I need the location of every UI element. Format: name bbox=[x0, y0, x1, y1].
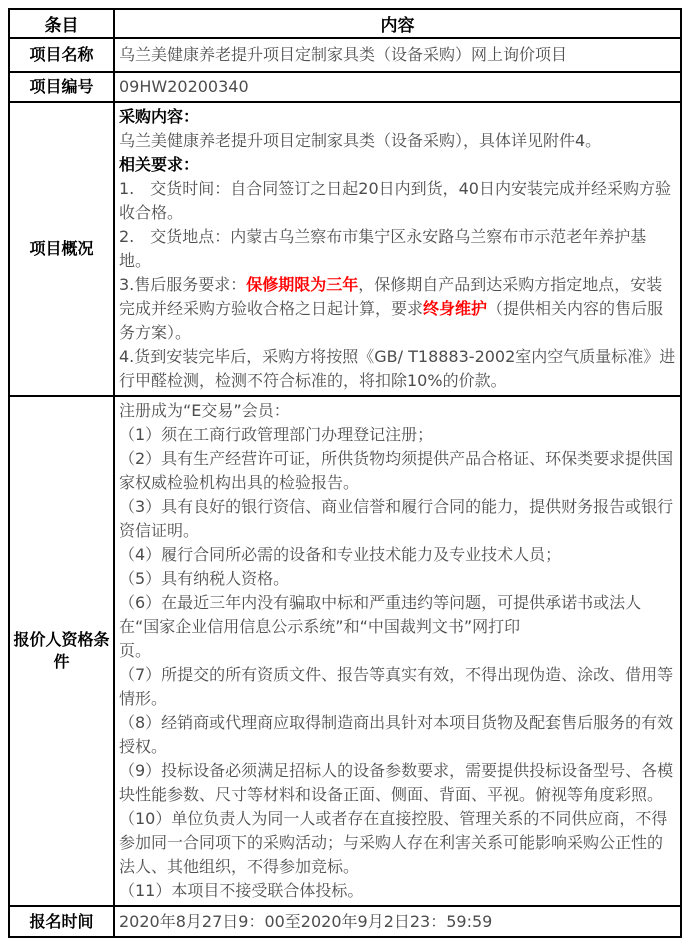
paragraph bbox=[119, 177, 678, 225]
row-label: 项目编号 bbox=[9, 72, 114, 102]
highlight-red-text: 终身维护 bbox=[423, 299, 488, 318]
paragraph bbox=[119, 225, 678, 273]
text-segment: （7）所提交的所有资质文件、报告等真实有效，不得出现伪造、涂改、借用等情形。 bbox=[119, 665, 674, 708]
paragraph bbox=[119, 399, 678, 423]
text-segment: 乌兰美健康养老提升项目定制家具类（设备采购）网上询价项目 bbox=[119, 45, 568, 64]
paragraph bbox=[119, 495, 678, 543]
text-segment: 09HW20200340 bbox=[119, 77, 249, 96]
paragraph bbox=[119, 615, 678, 639]
paragraph bbox=[119, 567, 678, 591]
paragraph bbox=[119, 879, 678, 903]
row-label: 项目概况 bbox=[9, 102, 114, 396]
text-segment: （8）经销商或代理商应取得制造商出具针对本项目货物及配套售后服务的有效授权。 bbox=[119, 713, 674, 756]
paragraph bbox=[119, 105, 678, 129]
row-label: 报名时间 bbox=[9, 906, 114, 937]
text-segment: （10）单位负责人为同一人或者存在直接控股、管理关系的不同供应商，不得参加同一合同项下的采购活动；与采购人存在利害关系可能影响采购公正性的法人、其他组织，不得参加竞标。 bbox=[119, 809, 668, 876]
row-content bbox=[114, 396, 681, 906]
paragraph bbox=[119, 910, 678, 934]
bold-heading-text: 相关要求： bbox=[119, 155, 200, 174]
text-segment: （4）履行合同所必需的设备和专业技术能力及专业技术人员； bbox=[119, 545, 562, 564]
paragraph bbox=[119, 639, 678, 663]
paragraph bbox=[119, 43, 678, 67]
table-body bbox=[9, 38, 681, 937]
table-row bbox=[9, 396, 681, 906]
table-row bbox=[9, 102, 681, 396]
paragraph bbox=[119, 759, 678, 807]
text-segment: （1）须在工商行政管理部门办理登记注册； bbox=[119, 425, 434, 444]
project-info-table bbox=[8, 8, 682, 938]
text-segment: 页。 bbox=[119, 641, 152, 660]
paragraph bbox=[119, 591, 678, 615]
row-content bbox=[114, 38, 681, 72]
text-segment: 2020年8月27日9：00至2020年9月2日23：59:59 bbox=[119, 911, 493, 931]
table-row bbox=[9, 38, 681, 72]
row-content bbox=[114, 102, 681, 396]
paragraph bbox=[119, 663, 678, 711]
text-segment: 在“国家企业信用信息公示系统”和“中国裁判文书”网打印 bbox=[119, 617, 521, 636]
text-segment: 3.售后服务要求： bbox=[119, 275, 247, 294]
text-segment: （2）具有生产经营许可证，所供货物均须提供产品合格证、环保类要求提供国家权威检验机构出具的检验报告。 bbox=[119, 449, 674, 492]
table-row bbox=[9, 906, 681, 937]
row-label: 项目名称 bbox=[9, 38, 114, 72]
row-content bbox=[114, 72, 681, 102]
paragraph bbox=[119, 423, 678, 447]
text-segment: （6）在最近三年内没有骗取中标和严重违约等问题，可提供承诺书或法人 bbox=[119, 593, 642, 612]
paragraph bbox=[119, 447, 678, 495]
text-segment: 注册成为“E交易”会员： bbox=[119, 401, 290, 420]
paragraph bbox=[119, 807, 678, 879]
paragraph bbox=[119, 129, 678, 153]
paragraph bbox=[119, 153, 678, 177]
highlight-red-text: 保修期限为三年 bbox=[246, 275, 359, 294]
table-header bbox=[9, 9, 681, 38]
text-segment: （5）具有纳税人资格。 bbox=[119, 569, 290, 588]
text-segment: 乌兰美健康养老提升项目定制家具类（设备采购），具体详见附件4。 bbox=[119, 131, 602, 150]
header-content-column: 内容 bbox=[114, 9, 681, 38]
text-segment: 4.货到安装完毕后，采购方将按照《GB/ T18883-2002室内空气质量标准》进行甲醛检测，检测不符合标准的，将扣除10%的价款。 bbox=[119, 347, 676, 390]
header-row bbox=[9, 9, 681, 38]
paragraph bbox=[119, 273, 678, 345]
text-segment: （3）具有良好的银行资信、商业信誉和履行合同的能力，提供财务报告或银行资信证明。 bbox=[119, 497, 674, 540]
paragraph bbox=[119, 75, 678, 99]
paragraph bbox=[119, 711, 678, 759]
text-segment: （提供相关内容的售后服务方案）。 bbox=[119, 299, 664, 342]
table-row bbox=[9, 72, 681, 102]
text-segment: 1. 交货时间：自合同签订之日起20日内到货，40日内安装完成并经采购方验收合格。 bbox=[119, 179, 671, 222]
paragraph bbox=[119, 345, 678, 393]
text-segment: （11）本项目不接受联合体投标。 bbox=[119, 881, 364, 900]
text-segment: 2. 交货地点：内蒙古乌兰察布市集宁区永安路乌兰察布市示范老年养护基地。 bbox=[119, 227, 647, 270]
text-segment: ，保修期自产品到达采购方指定地点，安装完成并经采购方验收合格之日起计算，要求 bbox=[119, 275, 663, 318]
row-label: 报价人资格条件 bbox=[9, 396, 114, 906]
header-item-column: 条目 bbox=[9, 9, 114, 38]
bold-heading-text: 采购内容： bbox=[119, 107, 200, 126]
row-content bbox=[114, 906, 681, 937]
paragraph bbox=[119, 543, 678, 567]
text-segment: （9）投标设备必须满足招标人的设备参数要求，需要提供投标设备型号、各模块性能参数、尺寸等材料和设备正面、侧面、背面、平视。俯视等角度彩照。 bbox=[119, 761, 674, 804]
